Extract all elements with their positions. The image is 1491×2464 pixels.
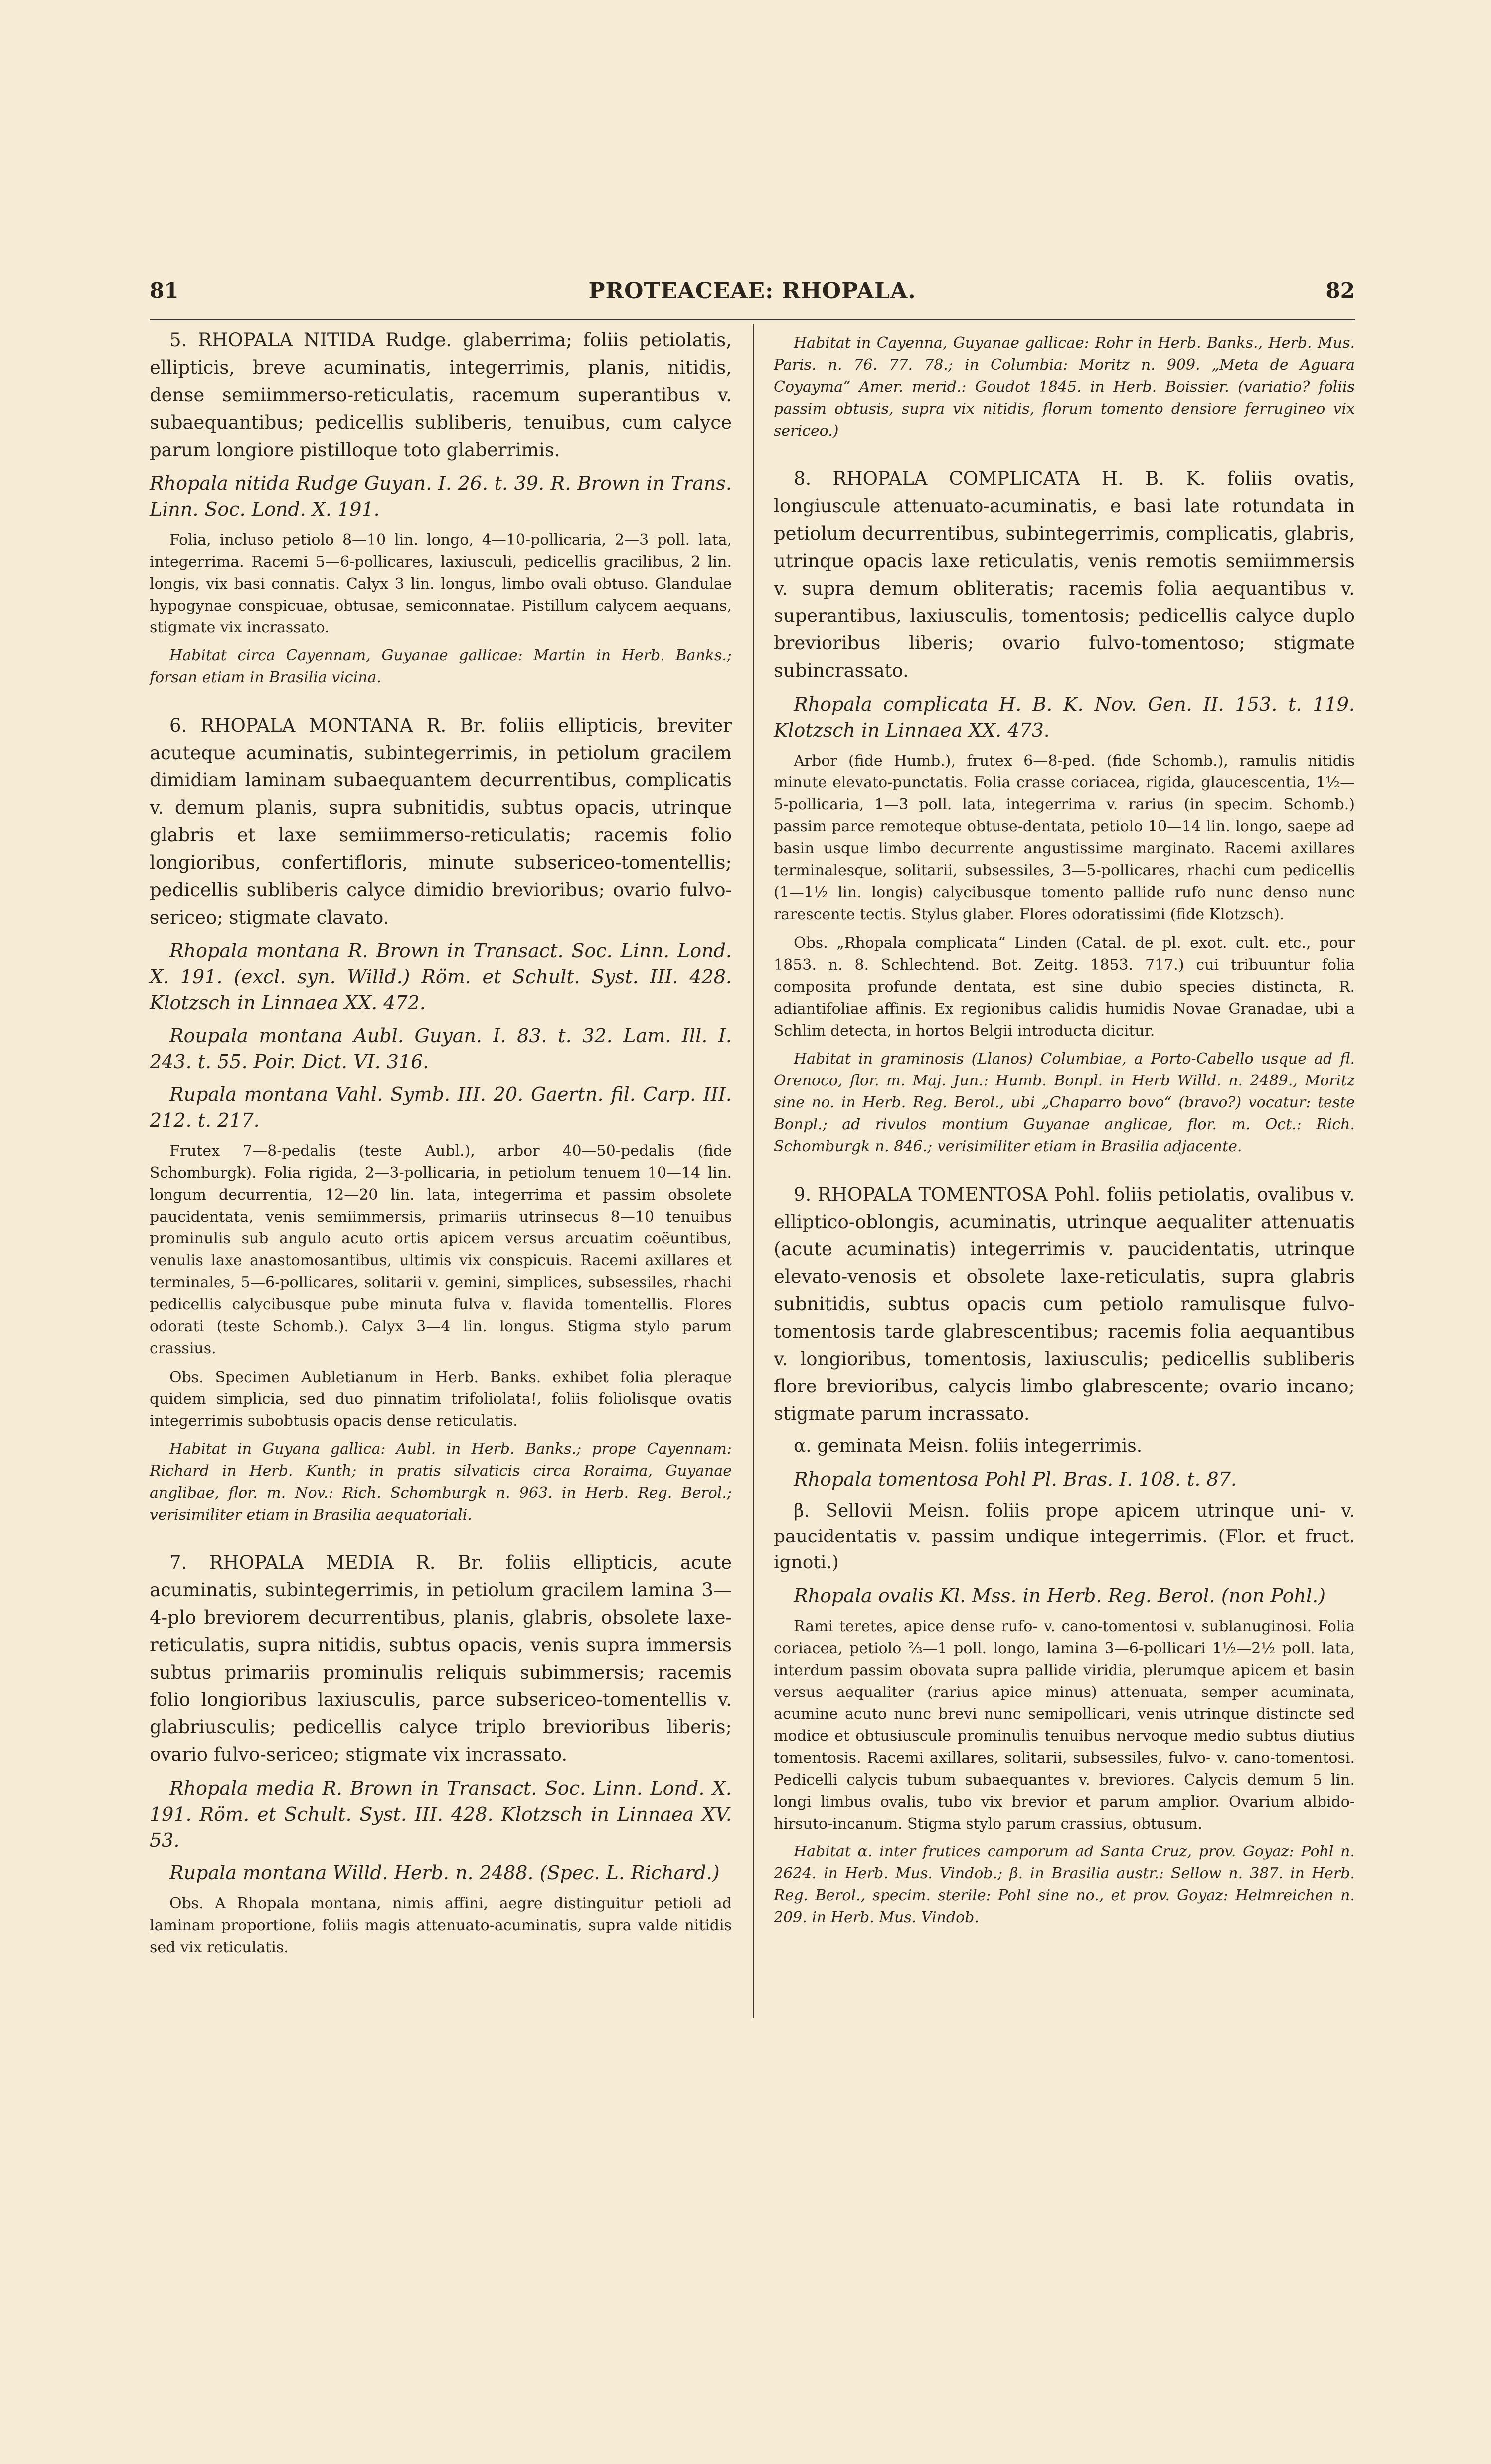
habitat: Habitat in graminosis (Llanos) Columbiae, a Porto-Cabello usque ad fl. Orenoco, flor. m. Maj. Jun.: Humb. Bonpl. in Herb Willd. n. 2489., Moritz sine no. in Herb. Reg. Berol., ubi „Chaparro bovo“ (bravo?) vocatur: teste Bonpl.; ad rivulos montium Guyanae anglicae, flor. m. Oct.: Rich. Schomburgk n. 846.; verisimiliter etiam in Brasilia adjacente. xyxy=(774,1050,1355,1155)
description: Frutex 7—8-pedalis (teste Aubl.), arbor 40—50-pedalis (fide Schomburgk). Folia rigida, 2—3-pollicaria, in petiolum tenuem 10—14 lin. longum decurrentia, 12—20 lin. lata, integerrima et passim obsolete paucidentata, venis semiimmersis, primariis utrinsecus 8—10 tenuibus prominulis sub angulo acuto ortis apicem versus arcuatim coëuntibus, venulis laxe anastomosantibus, ultimis vix conspicuis. Racemi axillares et terminales, 5—6-pollicares, solitarii v. gemini, simplices, subsessiles, rhachi pedicellis calycibusque pube minuta fulva v. flavida tomentellis. Flores odorati (teste Schomb.). Calyx 3—4 lin. longus. Stigma stylo parum crassius. xyxy=(150,1142,732,1357)
citation: Rupala montana Vahl. Symb. III. 20. Gaertn. fil. Carp. III. 212. t. 217. xyxy=(150,1083,732,1131)
running-title: PROTEACEAE: RHOPALA. xyxy=(588,278,916,304)
diagnosis: 9. RHOPALA TOMENTOSA Pohl. foliis petiolatis, ovalibus v. elliptico-oblongis, acuminatis, utrinque aequaliter attenuatis (acute acuminatis) integerrimis v. paucidentatis, utrinque elevato-venosis et obsolete laxe-reticulatis, supra glabris subnitidis, subtus opacis cum petiolo ramulisque fulvo-tomentosis tarde glabrescentibus; racemis folia aequantibus v. longioribus, tomentosis, laxiusculis; pedicellis subliberis flore brevioribus, calycis limbo glabrescente; ovario incano; stigmate parum incrassato. xyxy=(774,1184,1355,1424)
species-entry-8 xyxy=(774,465,1355,1158)
observation: Obs. Specimen Aubletianum in Herb. Banks. exhibet folia pleraque quidem simplicia, sed duo pinnatim trifoliolata!, foliis foliolisque ovatis integerrimis subobtusis opacis dense reticulatis. xyxy=(150,1369,732,1430)
variety-alpha: α. geminata Meisn. foliis integerrimis. xyxy=(794,1436,1143,1456)
page-number-left: 81 xyxy=(150,278,179,303)
citation: Rhopala complicata H. B. K. Nov. Gen. II. 153. t. 119. Klotzsch in Linnaea XX. 473. xyxy=(774,693,1355,741)
citation: Roupala montana Aubl. Guyan. I. 83. t. 32. Lam. Ill. I. 243. t. 55. Poir. Dict. VI. 316. xyxy=(150,1025,732,1073)
diagnosis: 5. RHOPALA NITIDA Rudge. glaberrima; foliis petiolatis, ellipticis, breve acuminatis, integerrimis, planis, nitidis, dense semiimmerso-reticulatis, racemum superantibus v. subaequantibus; pedicellis subliberis, tenuibus, cum calyce parum longiore pistilloque toto glaberrimis. xyxy=(150,329,732,461)
citation: Rupala montana Willd. Herb. n. 2488. (Spec. L. Richard.) xyxy=(169,1862,720,1884)
right-column xyxy=(774,326,1355,1952)
left-column xyxy=(150,326,732,1982)
citation: Rhopala montana R. Brown in Transact. Soc. Linn. Lond. X. 191. (excl. syn. Willd.) Röm. et Schult. Syst. III. 428. Klotzsch in Linnaea XX. 472. xyxy=(150,940,732,1014)
species-entry-9 xyxy=(774,1181,1355,1929)
habitat: Habitat in Guyana gallica: Aubl. in Herb. Banks.; prope Cayennam: Richard in Herb. Kunth; in pratis silvaticis circa Roraima, Guyanae anglibae, flor. m. Nov.: Rich. Schomburgk n. 963. in Herb. Reg. Berol.; verisimiliter etiam in Brasilia aequatoriali. xyxy=(150,1440,732,1524)
description: Folia, incluso petiolo 8—10 lin. longo, 4—10-pollicaria, 2—3 poll. lata, integerrima. Racemi 5—6-pollicares, laxiusculi, pedicellis gracilibus, 2 lin. longis, vix basi connatis. Calyx 3 lin. longus, limbo ovali obtuso. Glandulae hypogynae conspicuae, obtusae, semiconnatae. Pistillum calycem aequans, stigmate vix incrassato. xyxy=(150,531,732,636)
species-entry-5 xyxy=(150,326,732,689)
citation: Rhopala ovalis Kl. Mss. in Herb. Reg. Berol. (non Pohl.) xyxy=(794,1585,1325,1607)
diagnosis: 6. RHOPALA MONTANA R. Br. foliis ellipticis, breviter acuteque acuminatis, subintegerrimis, in petiolum gracilem dimidiam laminam subaequantem decurrentibus, complicatis v. demum planis, supra subnitidis, subtus opacis, utrinque glabris et laxe semiimmerso-reticulatis; racemis folio longioribus, confertifloris, minute subsericeo-tomentellis; pedicellis subliberis calyce dimidio brevioribus; ovario fulvo-sericeo; stigmate clavato. xyxy=(150,715,732,928)
species-entry-7 xyxy=(150,1549,732,1959)
observation: Obs. A Rhopala montana, nimis affini, aegre distinguitur petioli ad laminam proportione, foliis magis attenuato-acuminatis, supra valde nitidis sed vix reticulatis. xyxy=(150,1895,732,1956)
column-divider xyxy=(753,324,754,2018)
habitat-continued xyxy=(774,332,1355,442)
variety-beta: β. Sellovii Meisn. foliis prope apicem utrinque uni- v. paucidentatis v. passim undique integerrimis. (Flor. et fruct. ignoti.) xyxy=(774,1501,1355,1573)
citation: Rhopala nitida Rudge Guyan. I. 26. t. 39. R. Brown in Trans. Linn. Soc. Lond. X. 191. xyxy=(150,472,732,520)
citation: Rhopala media R. Brown in Transact. Soc. Linn. Lond. X. 191. Röm. et Schult. Syst. III. 428. Klotzsch in Linnaea XV. 53. xyxy=(150,1777,732,1851)
diagnosis: 8. RHOPALA COMPLICATA H. B. K. foliis ovatis, longiuscule attenuato-acuminatis, e basi late rotundata in petiolum decurrentibus, subintegerrimis, complicatis, glabris, utrinque opacis laxe reticulatis, venis remotis semiimmersis v. supra demum obliteratis; racemis folia aequantibus v. superantibus, laxiusculis, tomentosis; pedicellis calyce duplo brevioribus liberis; ovario fulvo-tomentoso; stigmate subincrassato. xyxy=(774,468,1355,681)
page-number-right: 82 xyxy=(1325,278,1355,303)
header-rule xyxy=(150,319,1355,320)
page-header xyxy=(150,278,1355,313)
description: Rami teretes, apice dense rufo- v. cano-tomentosi v. sublanuginosi. Folia coriacea, petiolo ⅔—1 poll. longo, lamina 3—6-pollicari 1½—2½ poll. lata, interdum passim obovata supra pallide viridia, plerumque apicem et basin versus aequaliter (rarius apice minus) attenuata, semper acuminata, acumine acuto nunc brevi nunc semipollicari, venis utrinque distincte sed modice et obtusiuscule prominulis tenuibus nervoque medio subtus diutius tomentosis. Racemi axillares, solitarii, subsessiles, fulvo- v. cano-tomentosi. Pedicelli calycis tubum subaequantes v. breviores. Calycis demum 5 lin. longi limbus ovalis, tubo vix brevior et parum amplior. Ovarium albido-hirsuto-incanum. Stigma stylo parum crassius, obtusum. xyxy=(774,1618,1355,1833)
citation: Rhopala tomentosa Pohl Pl. Bras. I. 108. t. 87. xyxy=(794,1468,1237,1490)
habitat: Habitat in Cayenna, Guyanae gallicae: Rohr in Herb. Banks., Herb. Mus. Paris. n. 76. 77. 78.; in Columbia: Moritz n. 909. „Meta de Aguara Coyayma“ Amer. merid.: Goudot 1845. in Herb. Boissier. (variatio? foliis passim obtusis, supra vix nitidis, florum tomento densiore ferrugineo vix sericeo.) xyxy=(774,334,1355,440)
habitat: Habitat α. inter frutices camporum ad Santa Cruz, prov. Goyaz: Pohl n. 2624. in Herb. Mus. Vindob.; β. in Brasilia austr.: Sellow n. 387. in Herb. Reg. Berol., specim. sterile: Pohl sine no., et prov. Goyaz: Helmreichen n. 209. in Herb. Mus. Vindob. xyxy=(774,1843,1355,1926)
species-entry-6 xyxy=(150,712,732,1526)
diagnosis: 7. RHOPALA MEDIA R. Br. foliis ellipticis, acute acuminatis, subintegerrimis, in petiolum gracilem lamina 3—4-plo breviorem decurrentibus, planis, glabris, obsolete laxe-reticulatis, supra nitidis, subtus opacis, venis supra immersis subtus primariis prominulis reliquis subimmersis; racemis folio longioribus laxiusculis, parce subsericeo-tomentellis v. glabriusculis; pedicellis calyce triplo brevioribus liberis; ovario fulvo-sericeo; stigmate vix incrassato. xyxy=(150,1552,732,1765)
habitat: Habitat circa Cayennam, Guyanae gallicae: Martin in Herb. Banks.; forsan etiam in Brasilia vicina. xyxy=(150,647,732,686)
observation: Obs. „Rhopala complicata“ Linden (Catal. de pl. exot. cult. etc., pour 1853. n. 8. Schlechtend. Bot. Zeitg. 1853. 717.) cui tribuuntur folia composita profunde dentata, est sine dubio species distincta, R. adiantifoliae affinis. Ex regionibus calidis humidis Novae Granadae, ubi a Schlim detecta, in hortos Belgii introducta dicitur. xyxy=(774,934,1355,1040)
description: Arbor (fide Humb.), frutex 6—8-ped. (fide Schomb.), ramulis nitidis minute elevato-punctatis. Folia crasse coriacea, rigida, glaucescentia, 1½—5-pollicaria, 1—3 poll. lata, integerrima v. rarius (in specim. Schomb.) passim parce remoteque obtuse-dentata, petiolo 10—14 lin. longo, saepe ad basin usque limbo decurrente angustissime marginato. Racemi axillares terminalesque, solitarii, subsessiles, 3—5-pollicares, rhachi cum pedicellis (1—1½ lin. longis) calycibusque tomento pallide rufo nunc denso nunc rarescente tectis. Stylus glaber. Flores odoratissimi (fide Klotzsch). xyxy=(774,752,1355,923)
